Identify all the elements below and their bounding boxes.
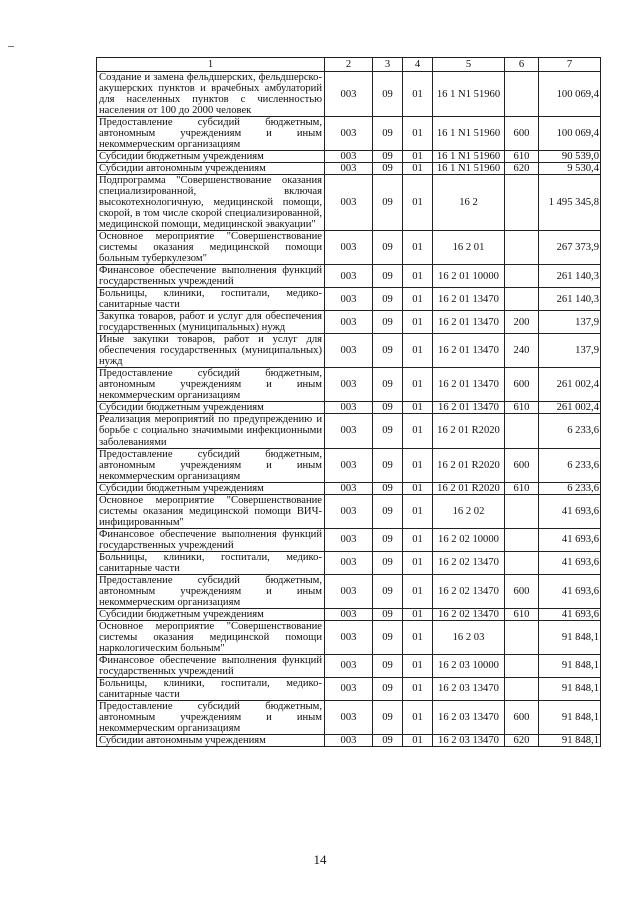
- table-row: [97, 402, 601, 414]
- table-row: [97, 551, 601, 574]
- admin-code-cell: 003: [325, 402, 373, 414]
- expense-type-cell: [505, 288, 539, 311]
- admin-code-cell: 003: [325, 163, 373, 175]
- subsection-code-cell: 01: [403, 265, 433, 288]
- amount-cell: 261 002,4: [539, 402, 601, 414]
- subsection-code-cell: 01: [403, 311, 433, 334]
- section-code-cell: 09: [373, 368, 403, 402]
- amount-cell: 41 693,6: [539, 574, 601, 608]
- admin-code-cell: 003: [325, 231, 373, 265]
- table-row: [97, 117, 601, 151]
- table-row: [97, 528, 601, 551]
- admin-code-cell: 003: [325, 448, 373, 482]
- row-name-cell: Финансовое обеспечение выполнения функций государственных учреждений: [97, 654, 325, 677]
- subsection-code-cell: 01: [403, 402, 433, 414]
- target-article-cell: 16 2 02 13470: [433, 574, 505, 608]
- table-row: [97, 482, 601, 494]
- section-code-cell: 09: [373, 414, 403, 448]
- subsection-code-cell: 01: [403, 677, 433, 700]
- section-code-cell: 09: [373, 402, 403, 414]
- subsection-code-cell: 01: [403, 231, 433, 265]
- expense-type-cell: [505, 620, 539, 654]
- expense-type-cell: [505, 654, 539, 677]
- amount-cell: 261 140,3: [539, 288, 601, 311]
- expense-type-cell: 620: [505, 163, 539, 175]
- section-code-cell: 09: [373, 700, 403, 734]
- expense-type-cell: [505, 414, 539, 448]
- amount-cell: 6 233,6: [539, 414, 601, 448]
- target-article-cell: 16 2 03 13470: [433, 700, 505, 734]
- target-article-cell: 16 1 N1 51960: [433, 163, 505, 175]
- expense-type-cell: [505, 528, 539, 551]
- expense-type-cell: 610: [505, 608, 539, 620]
- subsection-code-cell: 01: [403, 72, 433, 117]
- target-article-cell: 16 2 01 13470: [433, 368, 505, 402]
- table-row: [97, 574, 601, 608]
- target-article-cell: 16 2 03 13470: [433, 734, 505, 746]
- amount-cell: 100 069,4: [539, 117, 601, 151]
- target-article-cell: 16 2 01 10000: [433, 265, 505, 288]
- table-row: [97, 700, 601, 734]
- expense-type-cell: 240: [505, 334, 539, 368]
- subsection-code-cell: 01: [403, 482, 433, 494]
- admin-code-cell: 003: [325, 414, 373, 448]
- table-row: [97, 448, 601, 482]
- row-name-cell: Финансовое обеспечение выполнения функций государственных учреждений: [97, 265, 325, 288]
- table-row: [97, 494, 601, 528]
- scan-mark: [8, 46, 14, 47]
- target-article-cell: 16 2 01 R2020: [433, 482, 505, 494]
- amount-cell: 100 069,4: [539, 72, 601, 117]
- target-article-cell: 16 2: [433, 175, 505, 231]
- row-name-cell: Субсидии автономным учреждениям: [97, 734, 325, 746]
- target-article-cell: 16 2 02 13470: [433, 551, 505, 574]
- expense-type-cell: 610: [505, 402, 539, 414]
- table-row: [97, 414, 601, 448]
- table-row: [97, 620, 601, 654]
- subsection-code-cell: 01: [403, 734, 433, 746]
- admin-code-cell: 003: [325, 265, 373, 288]
- expense-type-cell: [505, 551, 539, 574]
- row-name-cell: Предоставление субсидий бюджетным, автономным учреждениям и иным некоммерческим организациям: [97, 368, 325, 402]
- subsection-code-cell: 01: [403, 368, 433, 402]
- amount-cell: 91 848,1: [539, 620, 601, 654]
- amount-cell: 137,9: [539, 334, 601, 368]
- amount-cell: 261 140,3: [539, 265, 601, 288]
- subsection-code-cell: 01: [403, 175, 433, 231]
- amount-cell: 90 539,0: [539, 151, 601, 163]
- amount-cell: 41 693,6: [539, 551, 601, 574]
- expense-type-cell: [505, 265, 539, 288]
- table-row: [97, 288, 601, 311]
- row-name-cell: Подпрограмма "Совершенствование оказания специализированной, включая высокотехнологичную, медицинской помощи, скорой, в том числе скорой специализированной, медицинской помощи, медицинской эвакуации": [97, 175, 325, 231]
- admin-code-cell: 003: [325, 482, 373, 494]
- admin-code-cell: 003: [325, 551, 373, 574]
- table-row: [97, 311, 601, 334]
- amount-cell: 9 530,4: [539, 163, 601, 175]
- target-article-cell: 16 2 01 13470: [433, 402, 505, 414]
- subsection-code-cell: 01: [403, 414, 433, 448]
- section-code-cell: 09: [373, 574, 403, 608]
- section-code-cell: 09: [373, 482, 403, 494]
- row-name-cell: Предоставление субсидий бюджетным, автономным учреждениям и иным некоммерческим организациям: [97, 700, 325, 734]
- target-article-cell: 16 2 03 10000: [433, 654, 505, 677]
- amount-cell: 1 495 345,8: [539, 175, 601, 231]
- amount-cell: 41 693,6: [539, 608, 601, 620]
- section-code-cell: 09: [373, 448, 403, 482]
- amount-cell: 91 848,1: [539, 677, 601, 700]
- target-article-cell: 16 2 01 13470: [433, 334, 505, 368]
- row-name-cell: Основное мероприятие "Совершенствование системы оказания медицинской помощи ВИЧ-инфицированным": [97, 494, 325, 528]
- budget-table: [96, 57, 601, 747]
- expense-type-cell: 610: [505, 151, 539, 163]
- expense-type-cell: 610: [505, 482, 539, 494]
- row-name-cell: Основное мероприятие "Совершенствование системы оказания медицинской помощи наркологическим больным": [97, 620, 325, 654]
- row-name-cell: Основное мероприятие "Совершенствование системы оказания медицинской помощи больным туберкулезом": [97, 231, 325, 265]
- section-code-cell: 09: [373, 117, 403, 151]
- admin-code-cell: 003: [325, 72, 373, 117]
- expense-type-cell: 620: [505, 734, 539, 746]
- amount-cell: 41 693,6: [539, 528, 601, 551]
- subsection-code-cell: 01: [403, 608, 433, 620]
- section-code-cell: 09: [373, 334, 403, 368]
- table-row: [97, 163, 601, 175]
- amount-cell: 41 693,6: [539, 494, 601, 528]
- header-cell: 2: [325, 58, 373, 72]
- admin-code-cell: 003: [325, 700, 373, 734]
- amount-cell: 6 233,6: [539, 448, 601, 482]
- section-code-cell: 09: [373, 265, 403, 288]
- target-article-cell: 16 1 N1 51960: [433, 151, 505, 163]
- admin-code-cell: 003: [325, 117, 373, 151]
- section-code-cell: 09: [373, 288, 403, 311]
- admin-code-cell: 003: [325, 334, 373, 368]
- subsection-code-cell: 01: [403, 448, 433, 482]
- table-row: [97, 677, 601, 700]
- table-row: [97, 654, 601, 677]
- admin-code-cell: 003: [325, 677, 373, 700]
- section-code-cell: 09: [373, 528, 403, 551]
- amount-cell: 261 002,4: [539, 368, 601, 402]
- subsection-code-cell: 01: [403, 494, 433, 528]
- subsection-code-cell: 01: [403, 117, 433, 151]
- row-name-cell: Предоставление субсидий бюджетным, автономным учреждениям и иным некоммерческим организациям: [97, 117, 325, 151]
- row-name-cell: Реализация мероприятий по предупреждению и борьбе с социально значимыми инфекционными заболеваниями: [97, 414, 325, 448]
- admin-code-cell: 003: [325, 311, 373, 334]
- table-row: [97, 368, 601, 402]
- expense-type-cell: 600: [505, 700, 539, 734]
- header-cell: 7: [539, 58, 601, 72]
- target-article-cell: 16 2 01 R2020: [433, 414, 505, 448]
- subsection-code-cell: 01: [403, 700, 433, 734]
- table-header-row: [97, 58, 601, 72]
- header-cell: 4: [403, 58, 433, 72]
- row-name-cell: Предоставление субсидий бюджетным, автономным учреждениям и иным некоммерческим организациям: [97, 574, 325, 608]
- admin-code-cell: 003: [325, 734, 373, 746]
- subsection-code-cell: 01: [403, 620, 433, 654]
- subsection-code-cell: 01: [403, 288, 433, 311]
- subsection-code-cell: 01: [403, 334, 433, 368]
- subsection-code-cell: 01: [403, 163, 433, 175]
- table-row: [97, 231, 601, 265]
- section-code-cell: 09: [373, 620, 403, 654]
- expense-type-cell: 600: [505, 117, 539, 151]
- section-code-cell: 09: [373, 677, 403, 700]
- admin-code-cell: 003: [325, 175, 373, 231]
- amount-cell: 91 848,1: [539, 654, 601, 677]
- header-cell: 5: [433, 58, 505, 72]
- section-code-cell: 09: [373, 151, 403, 163]
- admin-code-cell: 003: [325, 151, 373, 163]
- expense-type-cell: 600: [505, 448, 539, 482]
- row-name-cell: Больницы, клиники, госпитали, медико-санитарные части: [97, 551, 325, 574]
- expense-type-cell: [505, 175, 539, 231]
- admin-code-cell: 003: [325, 608, 373, 620]
- admin-code-cell: 003: [325, 654, 373, 677]
- section-code-cell: 09: [373, 494, 403, 528]
- amount-cell: 137,9: [539, 311, 601, 334]
- amount-cell: 91 848,1: [539, 700, 601, 734]
- row-name-cell: Закупка товаров, работ и услуг для обеспечения государственных (муниципальных) нужд: [97, 311, 325, 334]
- section-code-cell: 09: [373, 654, 403, 677]
- target-article-cell: 16 2 03: [433, 620, 505, 654]
- target-article-cell: 16 1 N1 51960: [433, 117, 505, 151]
- table-row: [97, 72, 601, 117]
- subsection-code-cell: 01: [403, 654, 433, 677]
- admin-code-cell: 003: [325, 368, 373, 402]
- expense-type-cell: 600: [505, 368, 539, 402]
- section-code-cell: 09: [373, 231, 403, 265]
- row-name-cell: Предоставление субсидий бюджетным, автономным учреждениям и иным некоммерческим организациям: [97, 448, 325, 482]
- section-code-cell: 09: [373, 311, 403, 334]
- table-row: [97, 265, 601, 288]
- expense-type-cell: 600: [505, 574, 539, 608]
- section-code-cell: 09: [373, 734, 403, 746]
- table-row: [97, 334, 601, 368]
- amount-cell: 6 233,6: [539, 482, 601, 494]
- target-article-cell: 16 2 01 13470: [433, 311, 505, 334]
- target-article-cell: 16 2 02 13470: [433, 608, 505, 620]
- page-number: 14: [313, 852, 327, 867]
- section-code-cell: 09: [373, 163, 403, 175]
- expense-type-cell: [505, 231, 539, 265]
- row-name-cell: Больницы, клиники, госпитали, медико-санитарные части: [97, 288, 325, 311]
- header-cell: 6: [505, 58, 539, 72]
- target-article-cell: 16 1 N1 51960: [433, 72, 505, 117]
- header-cell: 3: [373, 58, 403, 72]
- table-row: [97, 734, 601, 746]
- section-code-cell: 09: [373, 72, 403, 117]
- expense-type-cell: [505, 494, 539, 528]
- subsection-code-cell: 01: [403, 574, 433, 608]
- target-article-cell: 16 2 03 13470: [433, 677, 505, 700]
- row-name-cell: Субсидии бюджетным учреждениям: [97, 608, 325, 620]
- row-name-cell: Иные закупки товаров, работ и услуг для обеспечения государственных (муниципальных) нужд: [97, 334, 325, 368]
- row-name-cell: Субсидии бюджетным учреждениям: [97, 151, 325, 163]
- target-article-cell: 16 2 01: [433, 231, 505, 265]
- admin-code-cell: 003: [325, 620, 373, 654]
- expense-type-cell: [505, 677, 539, 700]
- target-article-cell: 16 2 01 13470: [433, 288, 505, 311]
- row-name-cell: Финансовое обеспечение выполнения функций государственных учреждений: [97, 528, 325, 551]
- expense-type-cell: 200: [505, 311, 539, 334]
- row-name-cell: Субсидии автономным учреждениям: [97, 163, 325, 175]
- subsection-code-cell: 01: [403, 151, 433, 163]
- table-row: [97, 175, 601, 231]
- row-name-cell: Создание и замена фельдшерских, фельдшерско-акушерских пунктов и врачебных амбулаторий для населенных пунктов с численностью населения от 100 до 2000 человек: [97, 72, 325, 117]
- target-article-cell: 16 2 01 R2020: [433, 448, 505, 482]
- amount-cell: 267 373,9: [539, 231, 601, 265]
- row-name-cell: Больницы, клиники, госпитали, медико-санитарные части: [97, 677, 325, 700]
- section-code-cell: 09: [373, 175, 403, 231]
- target-article-cell: 16 2 02 10000: [433, 528, 505, 551]
- table-row: [97, 608, 601, 620]
- target-article-cell: 16 2 02: [433, 494, 505, 528]
- admin-code-cell: 003: [325, 528, 373, 551]
- table-row: [97, 151, 601, 163]
- header-cell: 1: [97, 58, 325, 72]
- subsection-code-cell: 01: [403, 528, 433, 551]
- expense-type-cell: [505, 72, 539, 117]
- subsection-code-cell: 01: [403, 551, 433, 574]
- amount-cell: 91 848,1: [539, 734, 601, 746]
- admin-code-cell: 003: [325, 574, 373, 608]
- admin-code-cell: 003: [325, 288, 373, 311]
- row-name-cell: Субсидии бюджетным учреждениям: [97, 482, 325, 494]
- admin-code-cell: 003: [325, 494, 373, 528]
- section-code-cell: 09: [373, 608, 403, 620]
- row-name-cell: Субсидии бюджетным учреждениям: [97, 402, 325, 414]
- section-code-cell: 09: [373, 551, 403, 574]
